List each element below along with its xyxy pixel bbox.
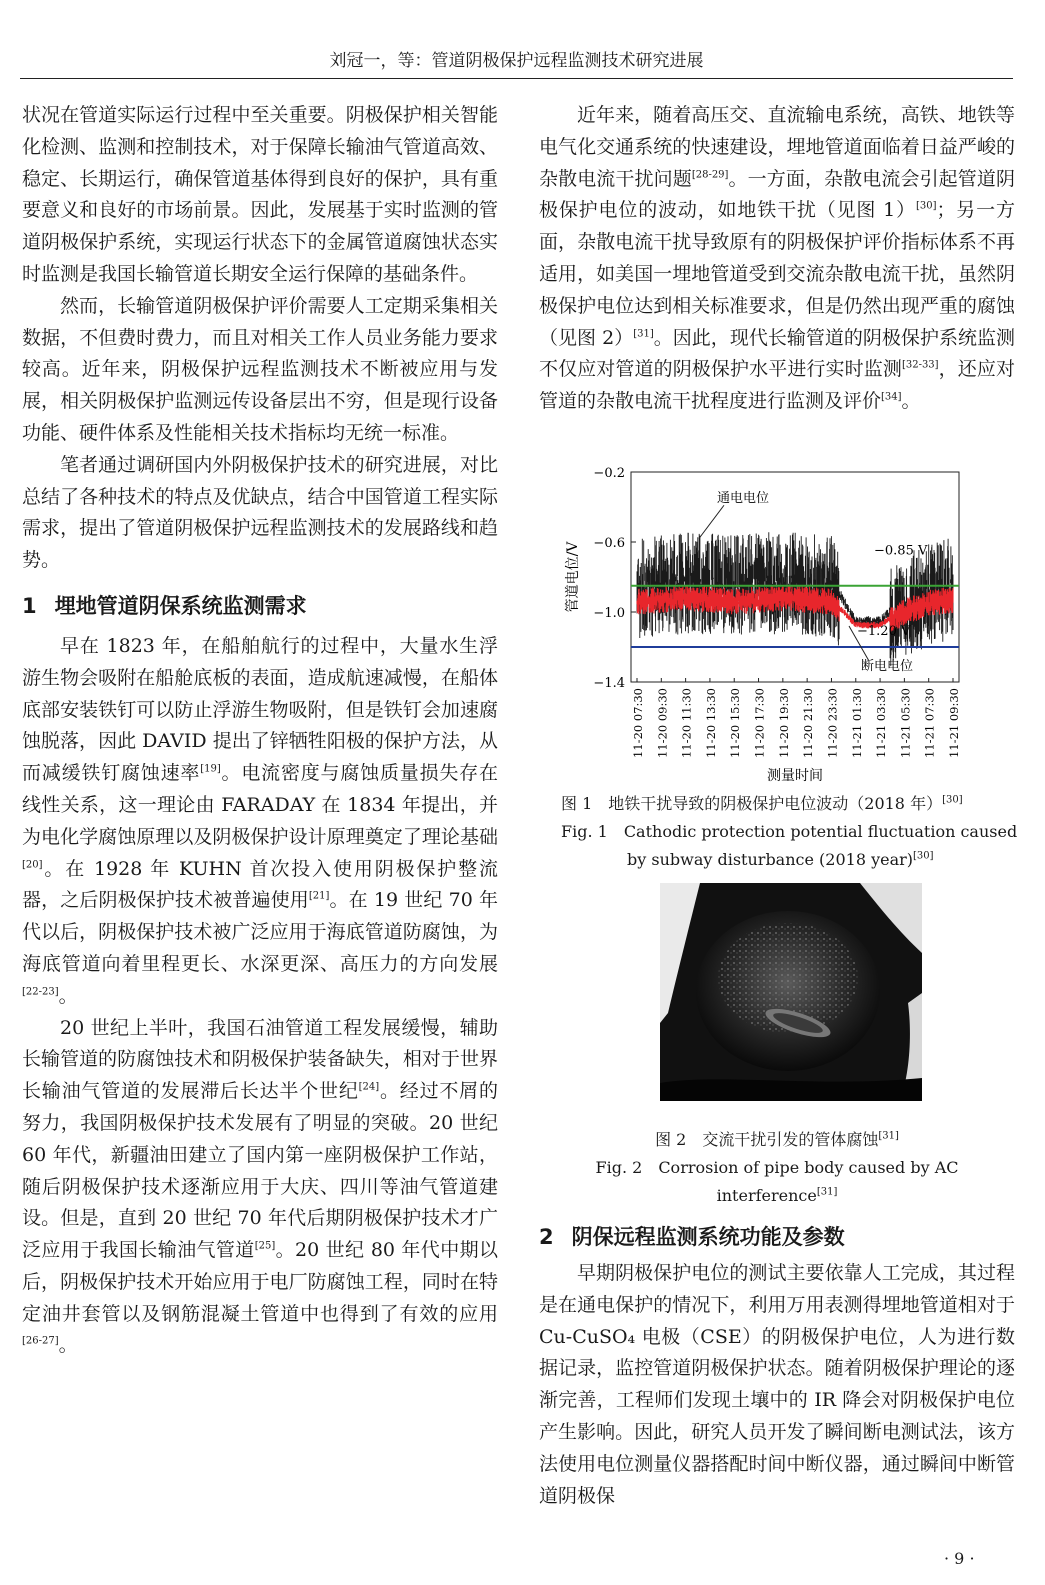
text-run: 早在 1823 年，在船舶航行的过程中，大量水生浮游生物会吸附在船舱底板的表面，造成航速减慢，在船体底部安装铁钉可以防止浮游生物吸附，但是铁钉会加速腐蚀脱落，因此 DAVID 提出了锌牺牲阳极的保护方法，从而减缓铁钉腐蚀速率 xyxy=(22,634,498,785)
running-header-title: 刘冠一，等：管道阴极保护远程监测技术研究进展 xyxy=(329,51,704,71)
x-tick-label: 11-21 05:30 xyxy=(898,688,913,758)
text-run: 。20 世纪 80 年代中期以后，阴极保护技术开始应用于电厂防腐蚀工程，同时在特定油井套管以及钢筋混凝土管道中也得到了有效的应用 xyxy=(22,1239,498,1325)
figure-1-caption xyxy=(561,790,1021,874)
right-column xyxy=(539,100,1015,418)
paragraph xyxy=(22,1013,498,1363)
citation: [30] xyxy=(915,201,937,213)
text-run: 。一方面，杂散电流会引起管道阴极保护电位的波动，如地铁干扰（见图 1） xyxy=(539,167,1015,222)
caption-cn: 图 2 交流干扰引发的管体腐蚀[31] xyxy=(655,1130,899,1149)
x-tick-label: 11-20 09:30 xyxy=(655,688,670,758)
series-label-on: 通电电位 xyxy=(717,490,770,506)
y-tick-label: −0.6 xyxy=(593,536,625,551)
caption-cn: 图 1 地铁干扰导致的阴极保护电位波动（2018 年）[30] xyxy=(561,794,963,813)
x-tick-label: 11-21 01:30 xyxy=(849,688,864,758)
x-tick-label: 11-21 07:30 xyxy=(922,688,937,758)
x-tick-label: 11-21 03:30 xyxy=(874,688,889,758)
paragraph: 早期阴极保护电位的测试主要依靠人工完成，其过程是在通电保护的情况下，利用万用表测得埋地管道相对于 Cu-CuSO₄ 电极（CSE）的阴极保护电位，人为进行数据记录，监控管道阴极保护状态。随着阴极保护理论的逐渐完善，工程师们发现土壤中的 IR 降会对阴极保护电位产生影响。因此，研究人员开发了瞬间断电测试法，该方法使用电位测量仪器搭配时间中断仪器，通过瞬间中断管道阴极保 xyxy=(539,1262,1015,1507)
x-tick-label: 11-20 23:30 xyxy=(825,688,840,758)
caption-en: Fig. 2 Corrosion of pipe body caused by AC interference[31] xyxy=(595,1158,959,1205)
left-column xyxy=(22,100,498,1362)
x-tick-label: 11-20 17:30 xyxy=(752,688,767,758)
figure-2-corrosion-photo xyxy=(660,883,922,1101)
section-number: 2 xyxy=(539,1225,554,1249)
text-run: ；另一方面，杂散电流干扰导致原有的阴极保护评价指标体系不再适用，如美国一埋地管道受到交流杂散电流干扰，虽然阴极保护电位达到相关标准要求，但是仍然出现严重的腐蚀（见图 2） xyxy=(539,199,1015,349)
citation: [28-29] xyxy=(691,169,729,181)
text-run: 近年来，随着高压交、直流输电系统，高铁、地铁等电气化交通系统的快速建设，埋地管道面临着日益严峻的杂散电流干扰问题 xyxy=(539,104,1015,190)
section-heading-2 xyxy=(539,1220,1015,1254)
page-number: · 9 · xyxy=(944,1549,975,1568)
section-number: 1 xyxy=(22,593,37,618)
x-tick-label: 11-20 13:30 xyxy=(703,688,718,758)
text-run: 。因此，现代长输管道的阴极保护系统监测不仅应对管道的阴极保护水平进行实时监测 xyxy=(539,326,1015,381)
text-run: 。经过不屑的努力，我国阴极保护技术发展有了明显的突破。20 世纪 60 年代，新疆油田建立了国内第一座阴极保护工作站，随后阴极保护技术逐渐应用于大庆、四川等油气管道建设。但是，直到 20 世纪 70 年代后期阴极保护技术才广泛应用于我国长输油气管道 xyxy=(22,1080,498,1262)
y-tick-label: −0.2 xyxy=(593,466,625,481)
right-column-bottom xyxy=(539,1258,1015,1512)
reference-label: −1.20 V xyxy=(857,623,911,639)
citation: [26-27] xyxy=(22,1336,59,1348)
text-run: 。电流密度与腐蚀质量损失存在线性关系，这一理论由 FARADAY 在 1834 年提出，并为电化学腐蚀原理以及阴极保护设计原理奠定了理论基础 xyxy=(22,762,498,848)
y-axis-label: 管道电位/V xyxy=(565,541,581,613)
y-tick-label: −1.0 xyxy=(593,606,625,621)
paragraph: 笔者通过调研国内外阴极保护技术的研究进展，对比总结了各种技术的特点及优缺点，结合中国管道工程实际需求，提出了管道阴极保护远程监测技术的发展路线和趋势。 xyxy=(22,453,498,572)
paragraph xyxy=(22,631,498,1013)
text-run: 。 xyxy=(58,1334,78,1357)
potential-chart xyxy=(539,458,1015,788)
paragraph: 然而，长输管道阴极保护评价需要人工定期采集相关数据，不但费时费力，而且对相关工作人员业务能力要求较高。近年来，阴极保护远程监测技术不断被应用与发展，相关阴极保护监测远传设备层出不穷，但是现行设备功能、硬件体系及性能相关技术指标均无统一标准。 xyxy=(22,294,498,444)
caption-en-line1: Fig. 1 Cathodic protection potential fluctuation caused xyxy=(561,822,1018,841)
figure-1-chart xyxy=(539,458,1015,788)
x-tick-label: 11-20 21:30 xyxy=(801,688,816,758)
x-tick-label: 11-20 19:30 xyxy=(776,688,791,758)
x-tick-label: 11-21 09:30 xyxy=(947,688,961,758)
citation: [34] xyxy=(881,391,902,403)
section-heading-1 xyxy=(22,589,498,623)
figure-2-caption xyxy=(539,1126,1015,1210)
text-run: 。 xyxy=(901,390,921,413)
corrosion-image xyxy=(660,883,922,1101)
citation: [20] xyxy=(22,859,43,871)
section-title: 埋地管道阴保系统监测需求 xyxy=(54,593,307,618)
caption-en-line2: by subway disturbance (2018 year)[30] xyxy=(627,850,934,869)
running-header xyxy=(20,44,1013,79)
text-run: 20 世纪上半叶，我国石油管道工程发展缓慢，辅助长输管道的防腐蚀技术和阴极保护装备缺失，相对于世界长输油气管道的发展滞后长达半个世纪 xyxy=(22,1016,498,1103)
citation: [24] xyxy=(358,1081,380,1093)
x-tick-label: 11-20 07:30 xyxy=(631,688,645,758)
citation: [32-33] xyxy=(901,360,939,372)
text-run: ，还应对管道的杂散电流干扰程度进行监测及评价 xyxy=(539,358,1015,413)
x-tick-label: 11-20 11:30 xyxy=(679,688,694,758)
x-axis-label: 测量时间 xyxy=(767,768,823,784)
text-run: 。 xyxy=(58,984,78,1007)
citation: [21] xyxy=(308,891,330,902)
citation: [19] xyxy=(200,763,221,775)
paragraph xyxy=(539,100,1015,418)
x-tick-label: 11-20 15:30 xyxy=(728,688,743,758)
text-run: 。在 19 世纪 70 年代以后，阴极保护技术被广泛应用于海底管道防腐蚀，为海底管道向着里程更长、水深更深、高压力的方向发展 xyxy=(22,889,498,975)
citation: [22-23] xyxy=(22,986,59,998)
y-tick-label: −1.4 xyxy=(593,676,625,691)
section-title: 阴保远程监测系统功能及参数 xyxy=(571,1225,845,1249)
reference-label: −0.85 V xyxy=(874,543,928,559)
citation: [31] xyxy=(633,328,654,340)
paragraph: 状况在管道实际运行过程中至关重要。阴极保护相关智能化检测、监测和控制技术，对于保障长输油气管道高效、稳定、长期运行，确保管道基体得到良好的保护，具有重要意义和良好的市场前景。因此，发展基于实时监测的管道阴极保护系统，实现运行状态下的金属管道腐蚀状态实时监测是我国长输管道长期安全运行保障的基础条件。 xyxy=(22,104,498,285)
series-label-off: 断电电位 xyxy=(861,658,914,674)
text-run: 。在 1928 年 KUHN 首次投入使用阴极保护整流器，之后阴极保护技术被普遍使用 xyxy=(22,857,498,912)
citation: [25] xyxy=(254,1240,276,1252)
